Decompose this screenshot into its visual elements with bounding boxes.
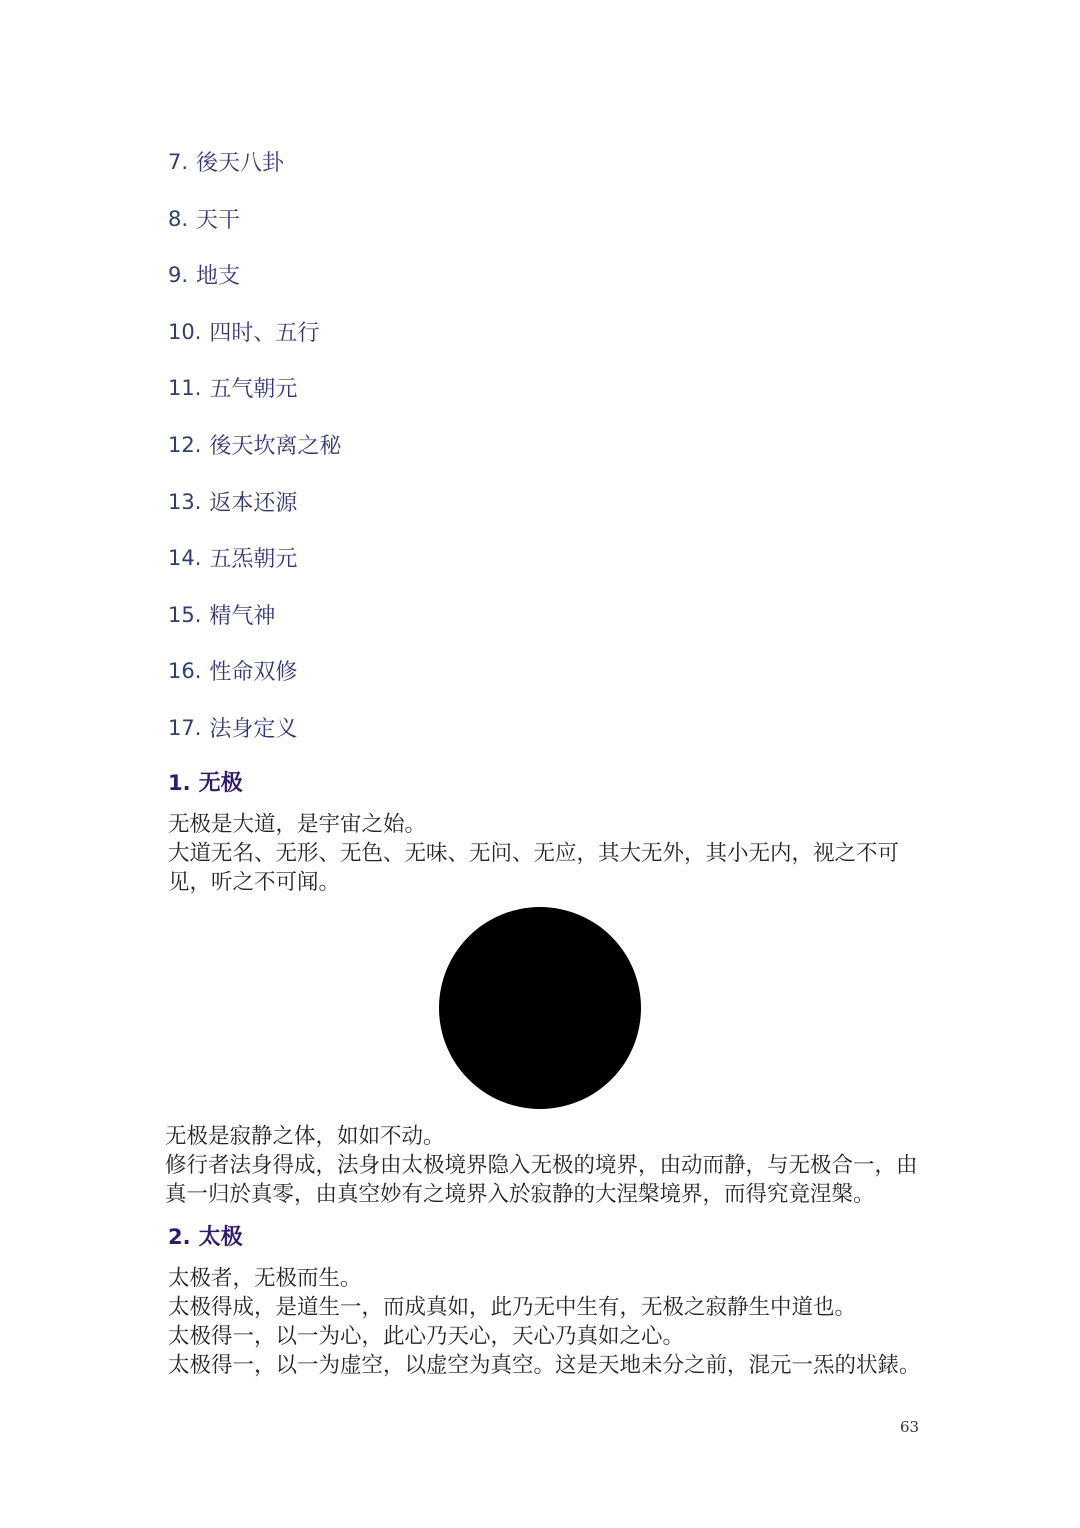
- wuji-description-paragraph: [165, 1122, 925, 1209]
- body-line: 无极是寂静之体，如如不动。: [165, 1124, 445, 1149]
- toc-item-number: 7.: [168, 150, 189, 174]
- toc-item-number: 13.: [168, 489, 202, 514]
- toc-item-label: 性命双修: [209, 660, 298, 686]
- toc-item-label: 五气朝元: [209, 377, 298, 403]
- toc-item-number: 8.: [168, 206, 189, 231]
- body-line: 无极是大道，是宇宙之始。: [168, 812, 427, 837]
- toc-item-label: 地支: [196, 264, 241, 290]
- toc-item-label: 五炁朝元: [209, 547, 298, 573]
- body-line: 太极得成，是道生一，而成真如，此乃无中生有，无极之寂静生中道也。: [168, 1295, 857, 1320]
- taiji-paragraph: [168, 1264, 928, 1380]
- toc-item-number: 9.: [168, 263, 189, 288]
- toc-item-number: 17.: [168, 715, 202, 740]
- table-of-contents: [168, 140, 341, 763]
- section-number: 1.: [168, 771, 191, 795]
- toc-item-label: 後天八卦: [196, 151, 285, 176]
- body-line: 真一归於真零，由真空妙有之境界入於寂静的大涅槃境界，而得究竟涅槃。: [165, 1182, 875, 1207]
- section-title: 太极: [198, 1225, 243, 1250]
- toc-item-label: 法身定义: [209, 716, 298, 742]
- toc-item-label: 四时、五行: [209, 320, 320, 346]
- body-line: 太极者，无极而生。: [168, 1266, 362, 1291]
- toc-item: [168, 593, 341, 650]
- toc-item: [168, 197, 341, 254]
- body-line: 修行者法身得成，法身由太极境界隐入无极的境界，由动而静，与无极合一，由: [165, 1153, 918, 1178]
- toc-item-number: 14.: [168, 546, 202, 571]
- toc-item-number: 11.: [168, 376, 202, 401]
- toc-item: [168, 310, 341, 367]
- toc-item-label: 精气神: [209, 603, 276, 629]
- toc-item-label: 天干: [196, 207, 241, 233]
- body-line: 见，听之不可闻。: [168, 870, 341, 895]
- page-number: 63: [900, 1418, 920, 1436]
- toc-item-label: 返本还源: [209, 490, 298, 516]
- toc-item-number: 15.: [168, 602, 202, 627]
- body-line: 太极得一，以一为心，此心乃天心，天心乃真如之心。: [168, 1324, 685, 1349]
- body-line: 大道无名、无形、无色、无味、无问、无应，其大无外，其小无内，视之不可: [168, 841, 900, 866]
- toc-item-label: 後天坎离之秘: [209, 433, 342, 459]
- wuji-intro-paragraph: [168, 810, 928, 897]
- section-number: 2.: [168, 1225, 191, 1249]
- toc-item: [168, 706, 341, 763]
- toc-item-number: 16.: [168, 659, 202, 684]
- section-heading-wuji: [168, 766, 243, 797]
- toc-item: [168, 366, 341, 423]
- toc-item: [168, 423, 341, 480]
- toc-item: [168, 536, 341, 593]
- section-heading-taiji: [168, 1220, 243, 1251]
- body-line: 太极得一，以一为虚空，以虚空为真空。这是天地未分之前，混元一炁的状錶。: [168, 1353, 921, 1378]
- section-title: 无极: [198, 771, 243, 796]
- toc-item: [168, 140, 341, 197]
- toc-item: [168, 480, 341, 537]
- toc-item: [168, 253, 341, 310]
- wuji-black-circle-figure: [439, 907, 641, 1109]
- toc-item: [168, 649, 341, 706]
- toc-item-number: 10.: [168, 319, 202, 344]
- toc-item-number: 12.: [168, 432, 202, 457]
